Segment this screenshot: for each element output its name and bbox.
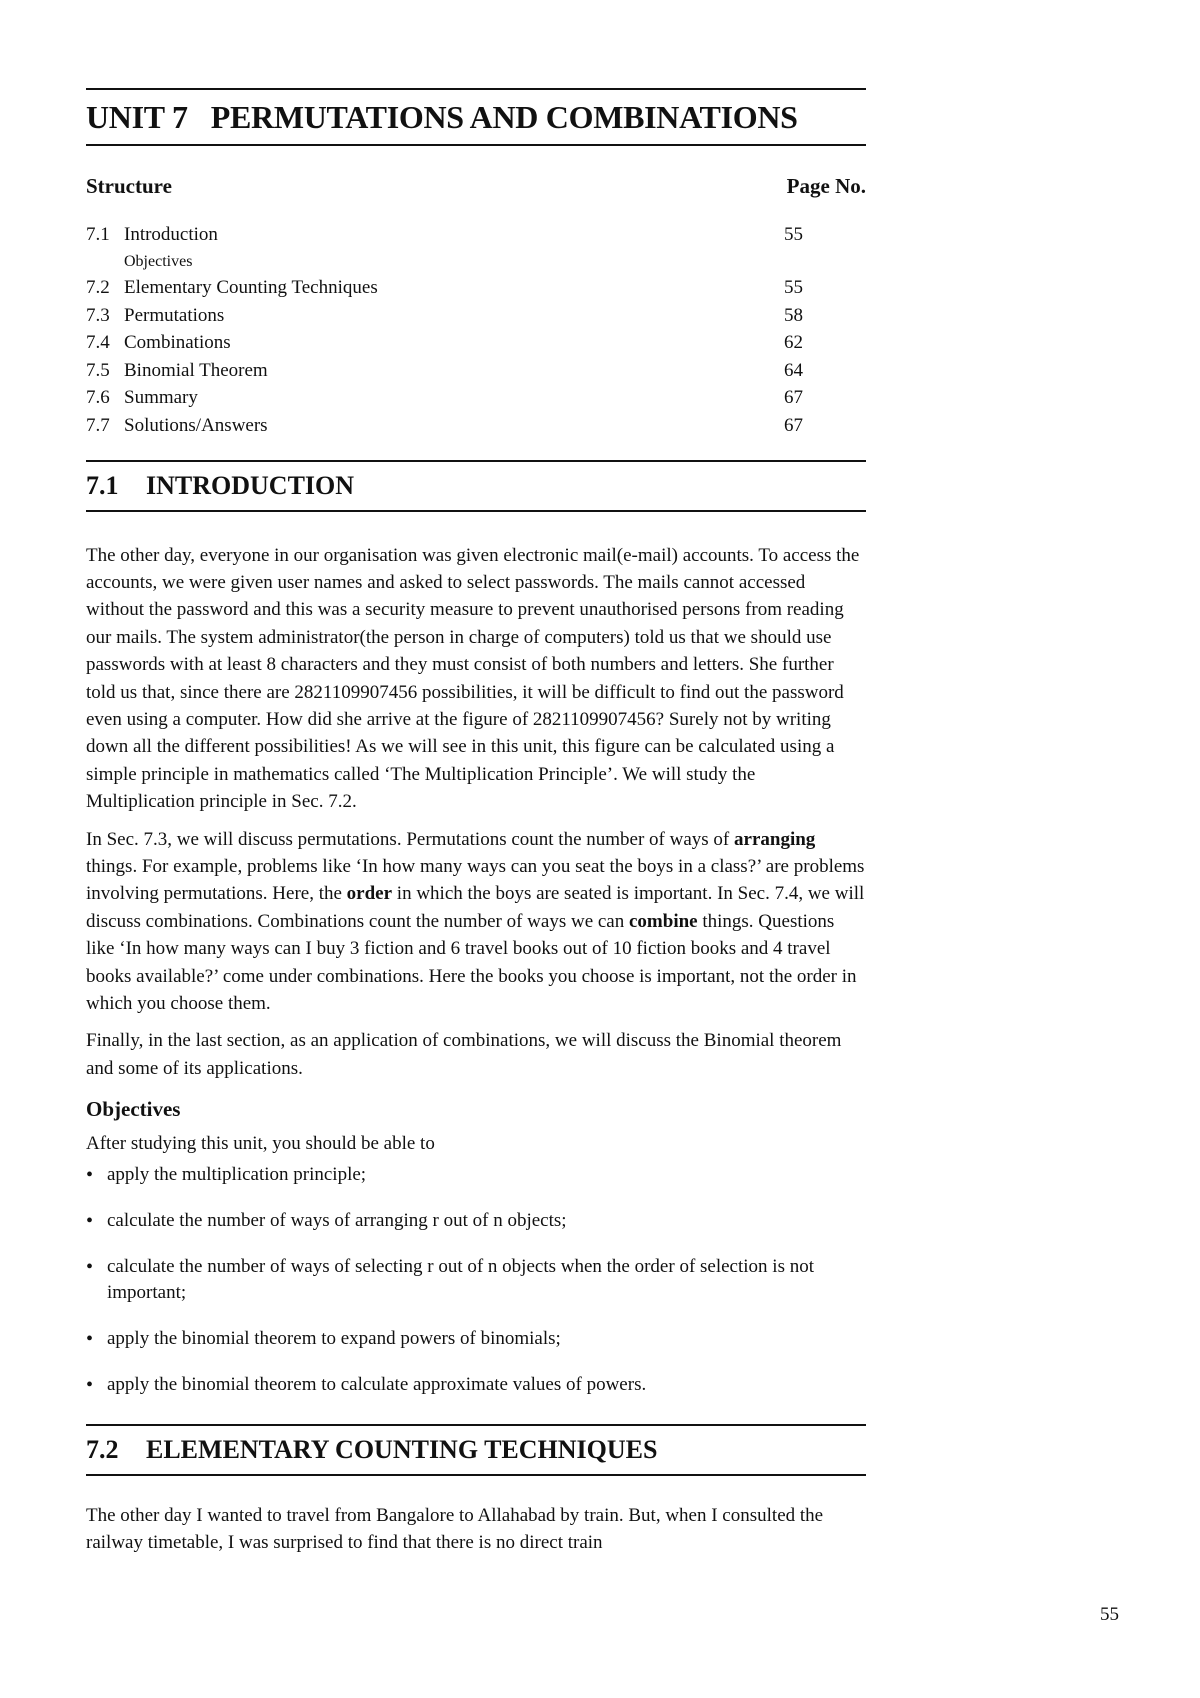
section-rule <box>86 1424 866 1426</box>
title-rule <box>86 144 866 146</box>
list-item: • apply the binomial theorem to expand powers of binomials; <box>86 1326 866 1352</box>
section-heading-counting <box>86 1434 866 1466</box>
section-number: 7.1 <box>86 470 119 500</box>
top-rule <box>86 88 866 90</box>
toc-label: Introduction <box>124 223 218 245</box>
toc-number: 7.2 <box>86 277 110 299</box>
bold-term: order <box>346 883 393 905</box>
text-run: in which the boys are seated is important. In Sec. 7.4, we will discuss combinations. Combinations count the number of ways we can <box>86 883 865 932</box>
toc-page: 62 <box>784 332 803 354</box>
objectives-lead: After studying this unit, you should be able to <box>86 1133 435 1155</box>
counting-paragraph: The other day I wanted to travel from Bangalore to Allahabad by train. But, when I consulted the railway timetable, I was surprised to find that there is no direct train <box>86 1504 824 1554</box>
toc-page: 67 <box>784 414 803 436</box>
structure-header <box>86 174 866 199</box>
objectives-list <box>86 1162 866 1398</box>
toc-page: 55 <box>784 277 803 299</box>
toc-number: 7.7 <box>86 414 110 436</box>
structure-heading: Structure <box>86 174 172 198</box>
toc-label: Combinations <box>124 332 231 354</box>
list-item: • apply the multiplication principle; <box>86 1162 866 1188</box>
toc-row <box>86 330 866 358</box>
section-rule <box>86 460 866 462</box>
intro-paragraph: The other day, everyone in our organisation was given electronic mail(e-mail) accounts. To access the accounts, we were given user names and asked to select passwords. The mails cannot accessed without the password and this was a security measure to prevent unauthorised persons from reading our mails. The system administrator(the person in charge of computers) told us that we should use passwords with at least 8 characters and they must consist of both numbers and letters. She further told us that, since there are 2821109907456 possibilities, it will be difficult to find out the password even using a computer. How did she arrive at the figure of 2821109907456? Surely not by writing down all the different possibilities! As we will see in this unit, this figure can be calculated using a simple principle in mathematics called ‘The Multiplication Principle’. We will study the Multiplication principle in Sec. 7.2. <box>86 544 860 813</box>
toc-page: 55 <box>784 223 803 245</box>
intro-paragraph <box>86 826 866 1018</box>
section-heading-introduction <box>86 470 866 502</box>
section-title: ELEMENTARY COUNTING TECHNIQUES <box>146 1434 658 1464</box>
toc-label: Permutations <box>124 304 225 326</box>
toc-row <box>86 357 866 385</box>
toc-number: 7.4 <box>86 332 110 354</box>
page-content <box>86 88 866 1556</box>
toc-row <box>86 275 866 303</box>
table-of-contents <box>86 221 866 440</box>
section-number: 7.2 <box>86 1434 119 1464</box>
list-item: • calculate the number of ways of selecting r out of n objects when the order of selection is not important; <box>86 1254 866 1306</box>
toc-number: 7.1 <box>86 223 110 245</box>
list-item: • apply the binomial theorem to calculate approximate values of powers. <box>86 1372 866 1398</box>
intro-paragraph: Finally, in the last section, as an application of combinations, we will discuss the Binomial theorem and some of its applications. <box>86 1030 842 1079</box>
toc-label: Solutions/Answers <box>124 414 268 436</box>
toc-label: Elementary Counting Techniques <box>124 277 378 299</box>
toc-page: 64 <box>784 359 803 381</box>
objectives-heading: Objectives <box>86 1097 181 1122</box>
page-number: 55 <box>1100 1604 1119 1625</box>
toc-number: 7.6 <box>86 387 110 409</box>
toc-subitem: Objectives <box>124 252 193 270</box>
bold-term: combine <box>629 910 698 932</box>
toc-row <box>86 385 866 413</box>
section-title: INTRODUCTION <box>146 470 355 500</box>
unit-title: UNIT 7 PERMUTATIONS AND COMBINATIONS <box>86 99 798 135</box>
toc-label: Binomial Theorem <box>124 359 268 381</box>
toc-number: 7.3 <box>86 304 110 326</box>
toc-number: 7.5 <box>86 359 110 381</box>
bold-term: arranging <box>734 828 816 850</box>
toc-page: 58 <box>784 304 803 326</box>
toc-row <box>86 412 866 440</box>
toc-row <box>86 302 866 330</box>
list-item: • calculate the number of ways of arranging r out of n objects; <box>86 1208 866 1234</box>
toc-label: Summary <box>124 387 198 409</box>
toc-page: 67 <box>784 387 803 409</box>
text-run: things. Questions like ‘In how many ways can I buy 3 fiction and 6 travel books out of 10 fiction books and 4 travel books available?’ come under combinations. Here the books you choose is important, not the order in which you choose them. <box>86 910 857 1014</box>
text-run: In Sec. 7.3, we will discuss permutations. Permutations count the number of ways of <box>86 828 735 850</box>
toc-row <box>86 221 866 249</box>
page-no-heading: Page No. <box>786 174 866 198</box>
text-run: things. For example, problems like ‘In how many ways can you seat the boys in a class?’ are problems involving permutations. Here, the <box>86 855 865 905</box>
